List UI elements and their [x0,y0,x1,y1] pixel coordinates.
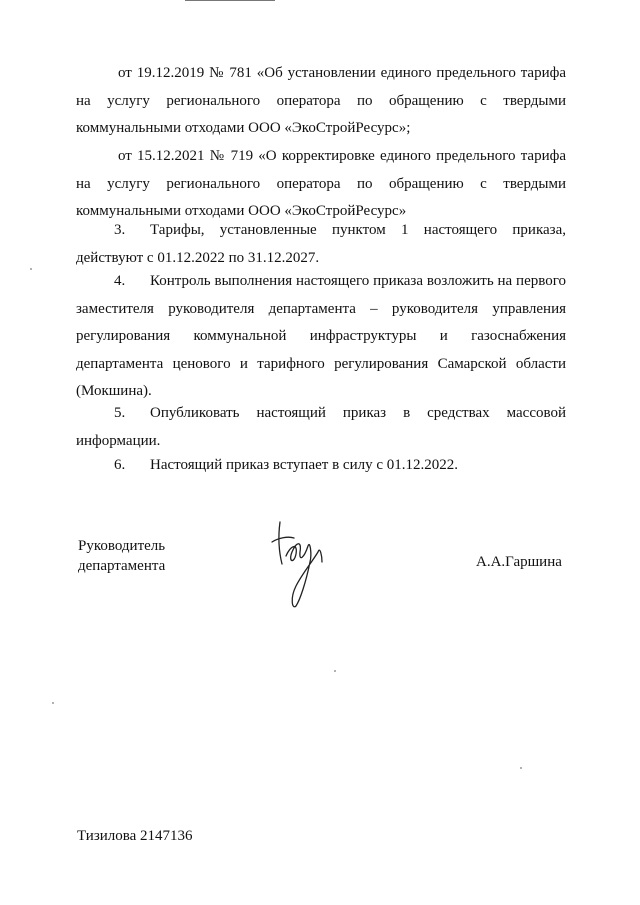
signatory-title-line1: Руководитель [78,538,166,554]
paragraph-item-4 [76,268,566,406]
handwritten-signature [266,512,326,612]
paragraph-text: от 19.12.2019 № 781 «Об установлении единого предельного тарифа на услугу регионального оператора по обращению с твердыми коммунальными отходами ООО «ЭкоСтройРесурс»; [76,65,566,136]
item-number: 5. [114,405,126,421]
scan-speck [52,702,54,704]
paragraph-text: Контроль выполнения настоящего приказа возложить на первого заместителя руководителя департамента – руководителя управления регулирования коммунальной инфраструктуры и газоснабжения департамента ценового и тарифного регулирования Самарской области (Мокшина). [76,273,566,399]
signatory-name: А.А.Гаршина [476,554,562,570]
scan-speck [30,268,32,270]
scan-speck [520,767,522,769]
paragraph-item-6 [76,452,566,480]
scan-speck [334,670,336,672]
paragraph-item-3 [76,217,566,272]
signatory-title [78,536,165,576]
paragraph-item-5 [76,400,566,455]
paragraph-order-719 [76,143,566,226]
paragraph-text: Опубликовать настоящий приказ в средствах массовой информации. [76,405,566,449]
paragraph-order-781 [76,60,566,143]
paragraph-text: Тарифы, установленные пунктом 1 настоящего приказа, действуют с 01.12.2022 по 31.12.2027. [76,222,566,266]
item-number: 6. [114,457,126,473]
paragraph-text: Настоящий приказ вступает в силу с 01.12.2022. [150,457,458,473]
item-number: 3. [114,222,126,238]
paragraph-text: от 15.12.2021 № 719 «О корректировке единого предельного тарифа на услугу регионального оператора по обращению с твердыми коммунальными отходами ООО «ЭкоСтройРесурс» [76,148,566,219]
top-edge-mark [185,0,275,1]
item-number: 4. [114,273,126,289]
signatory-title-line2: департамента [78,558,166,574]
executor-footer: Тизилова 2147136 [77,828,193,844]
